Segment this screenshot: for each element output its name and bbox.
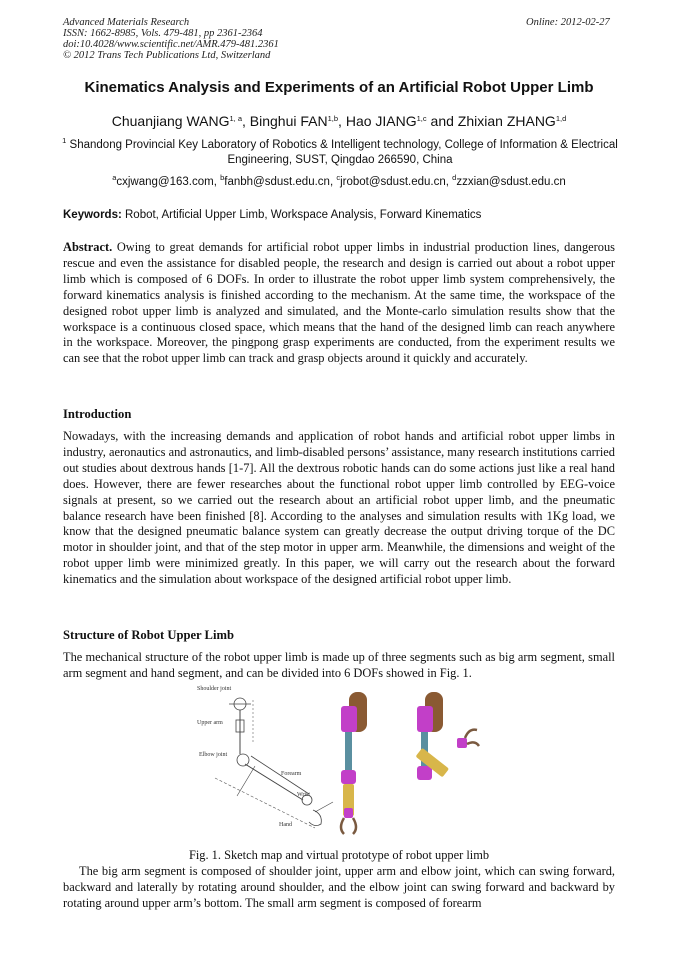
email-address[interactable]: zzxian@sdust.edu.cn: [456, 176, 566, 188]
structure-heading: Structure of Robot Upper Limb: [63, 628, 234, 642]
structure-text: The mechanical structure of the robot upper limb is made up of three segments such as big arm segment, small arm segment and hand segment, and can be divided into 6 DOFs showed in Fig. 1.: [63, 650, 615, 680]
email-mark: b: [220, 173, 225, 182]
label-hand: Hand: [279, 822, 292, 828]
hand-symbol: [309, 810, 321, 826]
email-address[interactable]: jrobot@sdust.edu.cn: [340, 176, 446, 188]
keywords-text: Robot, Artificial Upper Limb, Workspace Analysis, Forward Kinematics: [125, 209, 482, 221]
abstract-text: Owing to great demands for artificial robot upper limbs in industrial production lines, dangerous rescue and even the assistance for disabled people, the research and design is carried out about a robot upper limb which is composed of 6 DOFs. In order to illustrate the robot upper limb system comprehensively, the forward kinematics analysis is finished according to the mechanism. At the same time, the workspace of the designed robot upper limb is analyzed and simulated, and the Monte-carlo simulation results show that the workspace is a continuous closed space, which means that the hand of the designed limb can reach anywhere in the workspace. Moreover, the pingpong grasp experiments are conducted, from the experiment results we can see that the robot upper limb can track and grasp objects around it quickly and accurately.: [63, 240, 615, 366]
figure-caption: Fig. 1. Sketch map and virtual prototype of robot upper limb: [188, 848, 490, 862]
label-upper-arm: Upper arm: [197, 720, 223, 726]
email-address[interactable]: cxjwang@163.com: [116, 176, 214, 188]
author-name: Chuanjiang WANG: [111, 113, 230, 129]
elbow-joint-symbol: [237, 754, 249, 766]
gripper-part: [465, 730, 479, 746]
issn-line: ISSN: 1662-8985, Vols. 479-481, pp 2361-2364: [63, 28, 263, 39]
figure-1: [185, 682, 495, 842]
email-mark: a: [112, 173, 117, 182]
author-name: Binghui FAN: [249, 113, 328, 129]
label-wrist: Wrist: [297, 792, 311, 798]
author-separator: and: [426, 113, 458, 129]
elbow-joint-part: [417, 766, 432, 780]
forearm-axis: [215, 778, 315, 828]
keywords-label: Keywords:: [63, 209, 122, 221]
affiliation-text: Shandong Provincial Key Laboratory of Robotics & Intelligent technology, College of Information & Electrical Engineering, SUST, Qingdao 266590, China: [69, 139, 618, 166]
author-name: Zhixian ZHANG: [457, 113, 556, 129]
paper-title: Kinematics Analysis and Experiments of an Artificial Robot Upper Limb: [84, 79, 594, 96]
prototype-bent: [416, 692, 479, 780]
label-elbow-joint: Elbow joint: [199, 752, 228, 758]
email-mark: d: [452, 173, 457, 182]
affiliation-mark: 1: [62, 136, 67, 145]
email-mark: c: [336, 173, 341, 182]
journal-name: Advanced Materials Research: [63, 17, 190, 28]
sketch-map: [197, 686, 333, 828]
keywords: [63, 209, 481, 221]
author-separator: ,: [338, 113, 346, 129]
copyright-line: © 2012 Trans Tech Publications Ltd, Switzerland: [63, 50, 271, 61]
elbow-axis: [237, 766, 255, 796]
figure-followup-text: The big arm segment is composed of shoulder joint, upper arm and elbow joint, which can swing forward, backward and laterally by rotating around shoulder, and the elbow joint can swing forward and backward by rotating around upper arm’s bottom. The small arm segment is composed of forearm: [63, 864, 615, 910]
gripper-part: [341, 818, 356, 834]
shoulder-joint-part: [341, 706, 357, 732]
abstract-label: Abstract.: [63, 240, 113, 254]
author-name: Hao JIANG: [345, 113, 417, 129]
wrist-part: [457, 738, 467, 748]
wrist-part: [344, 808, 353, 818]
upper-arm-part: [345, 732, 352, 772]
online-date: Online: 2012-02-27: [526, 17, 610, 28]
doi-line: doi:10.4028/www.scientific.net/AMR.479-481.2361: [63, 39, 279, 50]
email-address[interactable]: fanbh@sdust.edu.cn: [224, 176, 330, 188]
affiliation: [60, 138, 620, 168]
hand-axis: [315, 802, 333, 812]
label-forearm: Forearm: [281, 771, 302, 777]
author-separator: ,: [242, 113, 250, 129]
elbow-joint-part: [341, 770, 356, 784]
author-affiliation-mark: 1, a: [229, 114, 242, 123]
author-list: [0, 113, 678, 129]
shoulder-joint-part: [417, 706, 433, 732]
author-affiliation-mark: 1,d: [555, 114, 567, 123]
author-affiliation-mark: 1,b: [327, 114, 339, 123]
forearm-link: [245, 764, 303, 800]
prototype-straight: [341, 692, 367, 834]
label-shoulder-joint: Shoulder joint: [197, 686, 232, 692]
author-affiliation-mark: 1,c: [416, 114, 427, 123]
introduction-text: Nowadays, with the increasing demands and application of robot hands and artificial robot upper limbs in industry, aeronautics and astronautics, and limb-disabled persons’ assistance, many research institutions carried out studies about dextrous hands [1-7]. All the dextrous robotic hands can do some actions just like a real hand does. However, there are fewer researches about the functional robot upper limb controlled by EEG-voice signals at present, so we carried out the research about an artificial robot upper limb, and the pneumatic balance research have been finished [8]. According to the analyses and simulation results with 1Kg load, we know that the designed pneumatic balance system can greatly decrease the output driving torque of the DC motor in shoulder joint, and that of the step motor in upper arm. Meanwhile, the dimensions and weight of the robot upper limb were minimized greatly. In this paper, we will carry out the research about the forward kinematics and the simulation about workspace of the designed artificial robot upper limb.: [63, 429, 615, 587]
abstract: [63, 240, 615, 367]
introduction-heading: Introduction: [63, 407, 132, 421]
email-list: $^a$cxjwang@163.com, $^b$fanbh@sdust.edu.cn, $^c$jrobot@sdust.edu.cn, $^d$zzxian@sdust.edu.cn: [112, 173, 566, 188]
